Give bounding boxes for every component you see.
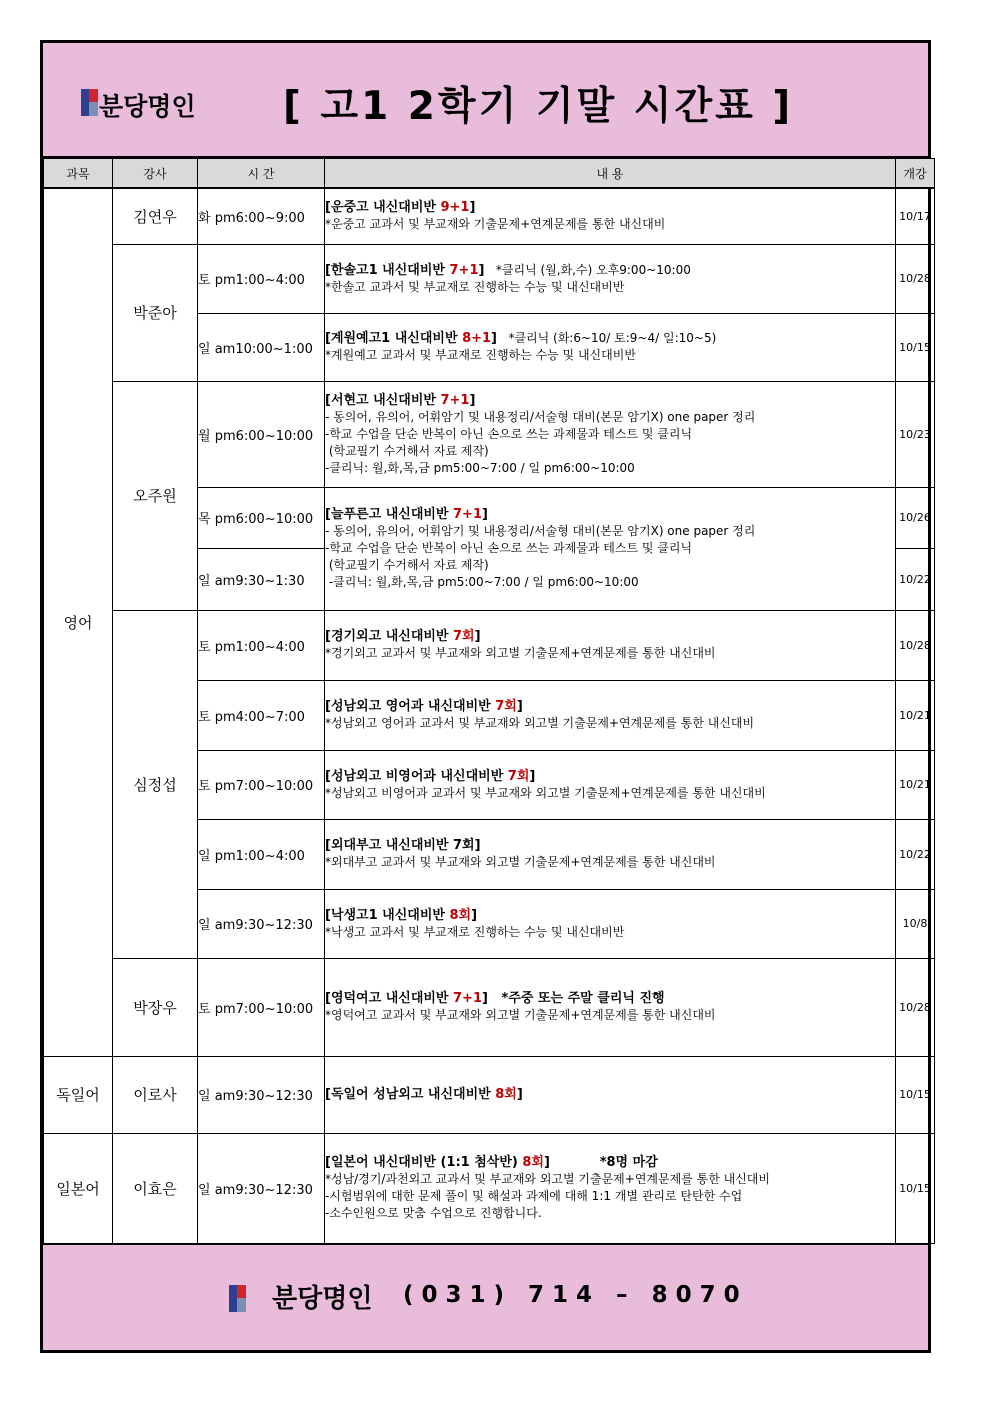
clinic-note: *클리닉 (화:6~10/ 토:9~4/ 일:10~5) (497, 331, 717, 345)
content-line: *외대부고 교과서 및 부교재와 외고별 기출문제+연계문제를 통한 내신대비 (325, 855, 716, 869)
header-brand: 분당명인 (99, 92, 196, 121)
footer (43, 1243, 928, 1350)
content-cell (325, 680, 896, 750)
start-date: 10/21 (896, 750, 935, 819)
content-line: (학교필기 수거해서 자료 제작) (325, 558, 489, 572)
time-cell: 일 am10:00~1:00 (198, 313, 325, 381)
time-cell: 일 am9:30~12:30 (198, 1133, 325, 1243)
page-title: [ 고1 2학기 기말 시간표 ] (283, 84, 794, 129)
class-title: [경기외고 내신대비반 (325, 629, 454, 644)
table-row (44, 1056, 935, 1133)
content-cell (325, 1133, 896, 1243)
col-content: 내 용 (325, 159, 896, 189)
class-title: [늘푸른고 내신대비반 (325, 507, 454, 522)
class-title-end: ] (491, 331, 497, 346)
class-title-end: ] (469, 200, 476, 216)
content-line: *영덕여고 교과서 및 부교재와 외고별 기출문제+연계문제를 통한 내신대비 (325, 1008, 716, 1022)
subject-cell: 영어 (44, 188, 113, 1056)
col-start: 개강 (896, 159, 935, 189)
time-cell: 일 pm1:00~4:00 (198, 819, 325, 889)
teacher-cell: 김연우 (113, 188, 198, 244)
start-date: 10/21 (896, 680, 935, 750)
content-cell (325, 244, 896, 313)
start-date: 10/23 (896, 381, 935, 487)
class-title-end: ] (482, 507, 488, 522)
content-line: *낙생고 교과서 및 부교재로 진행하는 수능 및 내신대비반 (325, 924, 625, 939)
start-date: 10/15 (896, 1056, 935, 1133)
footer-brand: 분당명인 (272, 1284, 373, 1314)
time-cell: 토 pm1:00~4:00 (198, 610, 325, 680)
time-cell: 월 pm6:00~10:00 (198, 381, 325, 487)
start-date: 10/28 (896, 610, 935, 680)
class-title: [서현고 내신대비반 (325, 392, 441, 408)
content-line: - 동의어, 유의어, 어휘암기 및 내용정리/서술형 대비(본문 암기X) one paper 정리 (325, 409, 756, 424)
class-title: [낙생고1 내신대비반 (325, 907, 450, 923)
content-line: *계원예고 교과서 및 부교재로 진행하는 수능 및 내신대비반 (325, 348, 636, 362)
class-title: [한솔고1 내신대비반 (325, 262, 450, 278)
footer-phone: (031) 714 – 8070 (403, 1282, 748, 1308)
time-cell: 토 pm7:00~10:00 (198, 958, 325, 1056)
class-title-end: ] (469, 392, 476, 408)
time-cell: 토 pm4:00~7:00 (198, 680, 325, 750)
content-cell (325, 819, 896, 889)
content-line: -시험범위에 대한 문제 풀이 및 해설과 과제에 대해 1:1 개별 관리로 탄탄한 수업 (325, 1189, 743, 1203)
class-title-end: ] (482, 991, 488, 1006)
content-line: (학교필기 수거해서 자료 제작) (325, 443, 489, 458)
start-date: 10/28 (896, 958, 935, 1056)
teacher-cell: 박장우 (113, 958, 198, 1056)
start-date: 10/15 (896, 1133, 935, 1243)
start-date: 10/8 (896, 889, 935, 958)
session-count: 7+1 (453, 991, 482, 1006)
academy-logo-icon (229, 1285, 246, 1312)
class-title: [외대부고 내신대비반 7회] (325, 838, 481, 853)
class-title-end: ] (474, 629, 481, 644)
session-count: 7회 (453, 629, 475, 644)
col-teacher: 강사 (113, 159, 198, 189)
content-cell (325, 313, 896, 381)
subject-cell: 일본어 (44, 1133, 113, 1243)
class-title: [영덕여고 내신대비반 (325, 991, 454, 1006)
subject-cell: 독일어 (44, 1056, 113, 1133)
content-line: *경기외고 교과서 및 부교재와 외고별 기출문제+연계문제를 통한 내신대비 (325, 646, 716, 660)
class-title-end: ] (529, 768, 536, 784)
class-title-end: ] (478, 262, 485, 278)
class-title: [성남외고 비영어과 내신대비반 (325, 768, 508, 784)
academy-logo-icon (81, 89, 98, 116)
content-cell (325, 487, 896, 610)
table-row (44, 381, 935, 487)
start-date: 10/26 (896, 487, 935, 548)
teacher-cell: 이효은 (113, 1133, 198, 1243)
clinic-note: *주중 또는 주말 클리닉 진행 (487, 991, 665, 1006)
time-cell: 화 pm6:00~9:00 (198, 188, 325, 244)
session-count: 7+1 (449, 262, 479, 278)
content-cell (325, 958, 896, 1056)
content-line: -학교 수업을 단순 반복이 아닌 손으로 쓰는 과제물과 테스트 및 클리닉 (325, 541, 693, 555)
content-cell (325, 750, 896, 819)
class-title-end: ] (516, 699, 523, 714)
content-line: -학교 수업을 단순 반복이 아닌 손으로 쓰는 과제물과 테스트 및 클리닉 (325, 426, 693, 441)
start-date: 10/15 (896, 313, 935, 381)
class-title-end: ] (516, 1087, 523, 1102)
timetable-frame (40, 40, 931, 1353)
start-date: 10/22 (896, 819, 935, 889)
session-count: 8회 (522, 1155, 544, 1170)
start-date: 10/17 (896, 188, 935, 244)
content-line: -클리닉: 월,화,목,금 pm5:00~7:00 / 일 pm6:00~10:00 (325, 460, 635, 475)
content-line: -소수인원으로 맞춤 수업으로 진행합니다. (325, 1206, 542, 1220)
table-row (44, 610, 935, 680)
time-cell: 토 pm7:00~10:00 (198, 750, 325, 819)
header (43, 43, 928, 158)
session-count: 9+1 (440, 200, 470, 216)
session-count: 8회 (495, 1087, 517, 1102)
class-title-end: ] (543, 1155, 550, 1170)
teacher-cell: 이로사 (113, 1056, 198, 1133)
time-cell: 일 am9:30~12:30 (198, 889, 325, 958)
time-cell: 일 am9:30~1:30 (198, 548, 325, 610)
clinic-note: *클리닉 (월,화,수) 오후9:00~10:00 (484, 262, 691, 277)
session-count: 7회 (507, 768, 530, 784)
content-line: *한솔고 교과서 및 부교재로 진행하는 수능 및 내신대비반 (325, 279, 625, 294)
content-line: - 동의어, 유의어, 어휘암기 및 내용정리/서술형 대비(본문 암기X) one paper 정리 (325, 524, 756, 538)
teacher-cell: 박준아 (113, 244, 198, 381)
schedule-table (43, 158, 935, 1244)
start-date: 10/22 (896, 548, 935, 610)
session-count: 8회 (449, 907, 472, 923)
deadline-note: *8명 마감 (549, 1155, 658, 1170)
class-title-end: ] (471, 907, 478, 923)
content-line: *운중고 교과서 및 부교재와 기출문제+연계문제를 통한 내신대비 (325, 217, 666, 232)
content-cell (325, 610, 896, 680)
class-title: [성남외고 영어과 내신대비반 (325, 699, 496, 714)
start-date: 10/28 (896, 244, 935, 313)
content-line: *성남외고 비영어과 교과서 및 부교재와 외고별 기출문제+연계문제를 통한 내신대비 (325, 785, 766, 800)
teacher-cell: 오주원 (113, 381, 198, 610)
class-title: [독일어 성남외고 내신대비반 (325, 1087, 496, 1102)
session-count: 7+1 (440, 392, 470, 408)
content-cell (325, 1056, 896, 1133)
session-count: 7+1 (453, 507, 482, 522)
col-time: 시 간 (198, 159, 325, 189)
table-row (44, 188, 935, 244)
content-line: *성남외고 영어과 교과서 및 부교재와 외고별 기출문제+연계문제를 통한 내신대비 (325, 716, 755, 730)
teacher-cell: 심정섭 (113, 610, 198, 958)
table-row (44, 958, 935, 1056)
class-title: [계원예고1 내신대비반 (325, 331, 463, 346)
content-cell (325, 381, 896, 487)
content-cell (325, 889, 896, 958)
col-subject: 과목 (44, 159, 113, 189)
time-cell: 일 am9:30~12:30 (198, 1056, 325, 1133)
table-header-row (44, 159, 935, 189)
class-title: [일본어 내신대비반 (1:1 첨삭반) (325, 1155, 523, 1170)
class-title: [운중고 내신대비반 (325, 200, 441, 216)
session-count: 8+1 (462, 331, 492, 346)
table-row (44, 1133, 935, 1243)
content-line: *성남/경기/과천외고 교과서 및 부교재와 외고별 기출문제+연계문제를 통한 내신대비 (325, 1172, 770, 1186)
content-cell (325, 188, 896, 244)
table-row (44, 244, 935, 313)
time-cell: 목 pm6:00~10:00 (198, 487, 325, 548)
time-cell: 토 pm1:00~4:00 (198, 244, 325, 313)
session-count: 7회 (495, 699, 517, 714)
content-line: -클리닉: 월,화,목,금 pm5:00~7:00 / 일 pm6:00~10:00 (325, 575, 639, 589)
